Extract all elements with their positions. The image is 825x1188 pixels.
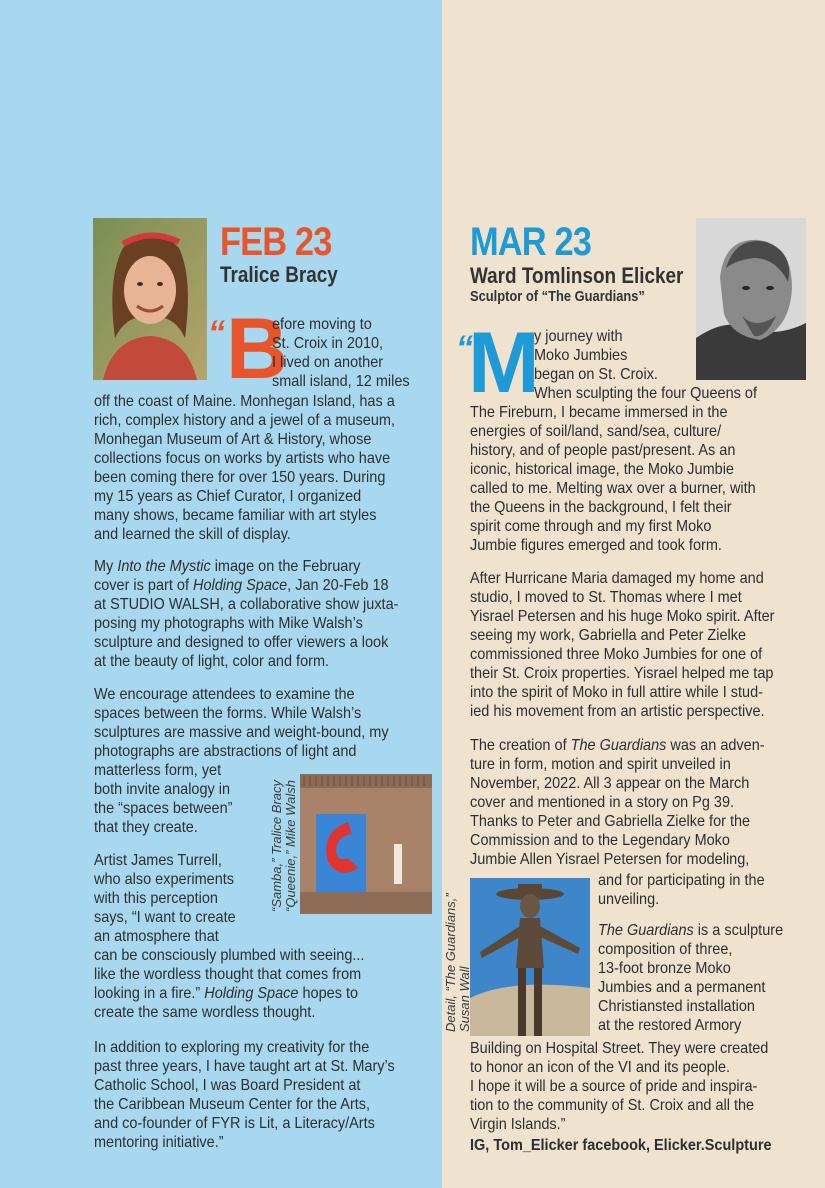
right-text-line: Jumbies and a permanent <box>598 979 766 996</box>
left-text-line: who also experiments <box>94 871 235 888</box>
left-text-line: We encourage attendees to examine the <box>94 686 355 703</box>
right-text-line: began on St. Croix. <box>534 366 658 383</box>
right-artist-subtitle: Sculptor of “The Guardians” <box>470 288 645 305</box>
left-date-heading: FEB 23 <box>220 220 332 264</box>
left-quote-mark: “ <box>208 314 225 352</box>
right-text-line: I hope it will be a source of pride and inspira- <box>470 1078 758 1095</box>
left-text-line: My Into the Mystic image on the February <box>94 558 361 575</box>
left-text-line: says, “I want to create <box>94 909 236 926</box>
left-text-line: past three years, I have taught art at St. Mary’s <box>94 1058 395 1075</box>
left-text-line: Artist James Turrell, <box>94 852 222 869</box>
left-text-line: and learned the skill of display. <box>94 526 291 543</box>
right-text-line: unveiling. <box>598 891 660 908</box>
right-text-line: spirit come through and my first Moko <box>470 518 712 535</box>
left-text-line: off the coast of Maine. Monhegan Island, has a <box>94 393 395 410</box>
left-caption-line-2: “Queenie,” Mike Walsh <box>283 780 298 912</box>
left-text-line: small island, 12 miles <box>272 373 410 390</box>
right-text-line: Moko Jumbies <box>534 347 628 364</box>
left-text-line: can be consciously plumbed with seeing... <box>94 947 365 964</box>
right-text-line: composition of three, <box>598 941 733 958</box>
left-text-line: cover is part of Holding Space, Jan 20-Feb 18 <box>94 577 389 594</box>
right-text-line: The Fireburn, I became immersed in the <box>470 404 728 421</box>
right-social-handles: IG, Tom_Elicker facebook, Elicker.Sculpture <box>470 1137 772 1154</box>
left-text-line: many shows, became familiar with art styles <box>94 507 377 524</box>
right-text-line: ied his movement from an artistic perspective. <box>470 703 765 720</box>
left-text-line: sculptures are massive and weight-bound, my <box>94 724 389 741</box>
left-text-line: In addition to exploring my creativity for the <box>94 1039 370 1056</box>
left-text-line: posing my photographs with Mike Walsh’s <box>94 615 363 632</box>
left-text-line: mentoring initiative.” <box>94 1134 224 1151</box>
left-text-line: looking in a fire.” Holding Space hopes to <box>94 985 359 1002</box>
left-text-line: the “spaces between” <box>94 800 233 817</box>
right-text-line: When sculpting the four Queens of <box>534 385 757 402</box>
left-text-line: the Caribbean Museum Center for the Arts, <box>94 1096 371 1113</box>
left-text-line: photographs are abstractions of light and <box>94 743 357 760</box>
right-text-line: studio, I moved to St. Thomas where I met <box>470 589 742 606</box>
right-text-line: Building on Hospital Street. They were created <box>470 1040 769 1057</box>
right-text-line: iconic, historical image, the Moko Jumbie <box>470 461 734 478</box>
portrait-ward-elicker <box>696 218 806 380</box>
right-text-line: to honor an icon of the VI and its people. <box>470 1059 731 1076</box>
left-text-line: sculpture and designed to offer viewers a look <box>94 634 389 651</box>
left-text-line: and co-founder of FYR is Lit, a Literacy/Arts <box>94 1115 375 1132</box>
sculpture-the-guardians <box>470 878 590 1036</box>
right-dropcap: M <box>468 315 540 411</box>
right-text-line: After Hurricane Maria damaged my home and <box>470 570 764 587</box>
right-text-line: into the spirit of Moko in full attire while I stud- <box>470 684 763 701</box>
right-text-line: ture in form, motion and spirit unveiled in <box>470 756 731 773</box>
right-photo-caption <box>444 893 472 1032</box>
right-text-line: tion to the community of St. Croix and all the <box>470 1097 755 1114</box>
right-text-line: The Guardians is a sculpture <box>598 922 784 939</box>
right-text-line: Jumbie figures emerged and took form. <box>470 537 722 554</box>
left-text-line: Catholic School, I was Board President at <box>94 1077 361 1094</box>
left-text-line: I lived on another <box>272 354 384 371</box>
right-text-line: November, 2022. All 3 appear on the March <box>470 775 750 792</box>
left-text-line: with this perception <box>94 890 218 907</box>
right-text-line: y journey with <box>534 328 623 345</box>
left-text-line: efore moving to <box>272 316 372 333</box>
right-text-line: Virgin Islands.” <box>470 1116 566 1133</box>
portrait-tralice-bracy <box>93 218 207 380</box>
right-text-line: cover and mentioned in a story on Pg 39. <box>470 794 735 811</box>
right-text-line: commissioned three Moko Jumbies for one of <box>470 646 763 663</box>
right-date-heading: MAR 23 <box>470 220 592 264</box>
right-text-line: seeing my work, Gabriella and Peter Zielke <box>470 627 747 644</box>
left-text-line: rich, complex history and a jewel of a museum, <box>94 412 395 429</box>
left-text-line: Monhegan Museum of Art & History, whose <box>94 431 372 448</box>
left-text-line: both invite analogy in <box>94 781 231 798</box>
right-text-line: energies of soil/land, sand/sea, culture/ <box>470 423 722 440</box>
right-artist-name: Ward Tomlinson Elicker <box>470 263 684 288</box>
right-text-line: 13-foot bronze Moko <box>598 960 731 977</box>
left-dropcap: B <box>226 301 289 397</box>
left-text-line: St. Croix in 2010, <box>272 335 384 352</box>
right-text-line: and for participating in the <box>598 872 765 889</box>
right-text-line: Thanks to Peter and Gabriella Zielke for the <box>470 813 751 830</box>
right-text-line: called to me. Melting wax over a burner, with <box>470 480 756 497</box>
right-caption-line-1: Detail, “The Guardians,” <box>443 893 458 1032</box>
right-text-line: Jumbie Allen Yisrael Petersen for modeling, <box>470 851 750 868</box>
left-text-line: at STUDIO WALSH, a collaborative show juxta- <box>94 596 399 613</box>
right-text-line: their St. Croix properties. Yisrael helped me tap <box>470 665 774 682</box>
left-text-line: spaces between the forms. While Walsh’s <box>94 705 362 722</box>
right-text-line: Commission and to the Legendary Moko <box>470 832 730 849</box>
left-text-line: been coming there for over 150 years. During <box>94 469 386 486</box>
right-text-line: at the restored Armory <box>598 1017 742 1034</box>
left-text-line: at the beauty of light, color and form. <box>94 653 330 670</box>
left-photo-caption <box>270 780 298 912</box>
left-text-line: matterless form, yet <box>94 762 222 779</box>
right-text-line: history, and of people past/present. As an <box>470 442 736 459</box>
right-text-line: The creation of The Guardians was an adven- <box>470 737 765 754</box>
left-text-line: create the same wordless thought. <box>94 1004 316 1021</box>
left-caption-line-1: “Samba,” Tralice Bracy <box>269 780 284 912</box>
left-text-line: like the wordless thought that comes from <box>94 966 362 983</box>
right-text-line: Christiansted installation <box>598 998 755 1015</box>
artwork-samba-queenie <box>300 774 432 914</box>
right-quote-mark: “ <box>456 329 473 367</box>
left-artist-name: Tralice Bracy <box>220 262 338 287</box>
right-caption-line-2: Susan Wall <box>457 966 472 1032</box>
left-text-line: that they create. <box>94 819 198 836</box>
right-text-line: Yisrael Petersen and his huge Moko spirit. After <box>470 608 775 625</box>
left-text-line: an atmosphere that <box>94 928 219 945</box>
right-text-line: the Queens in the background, I felt their <box>470 499 732 516</box>
left-text-line: my 15 years as Chief Curator, I organized <box>94 488 362 505</box>
left-text-line: collections focus on works by artists who have <box>94 450 391 467</box>
